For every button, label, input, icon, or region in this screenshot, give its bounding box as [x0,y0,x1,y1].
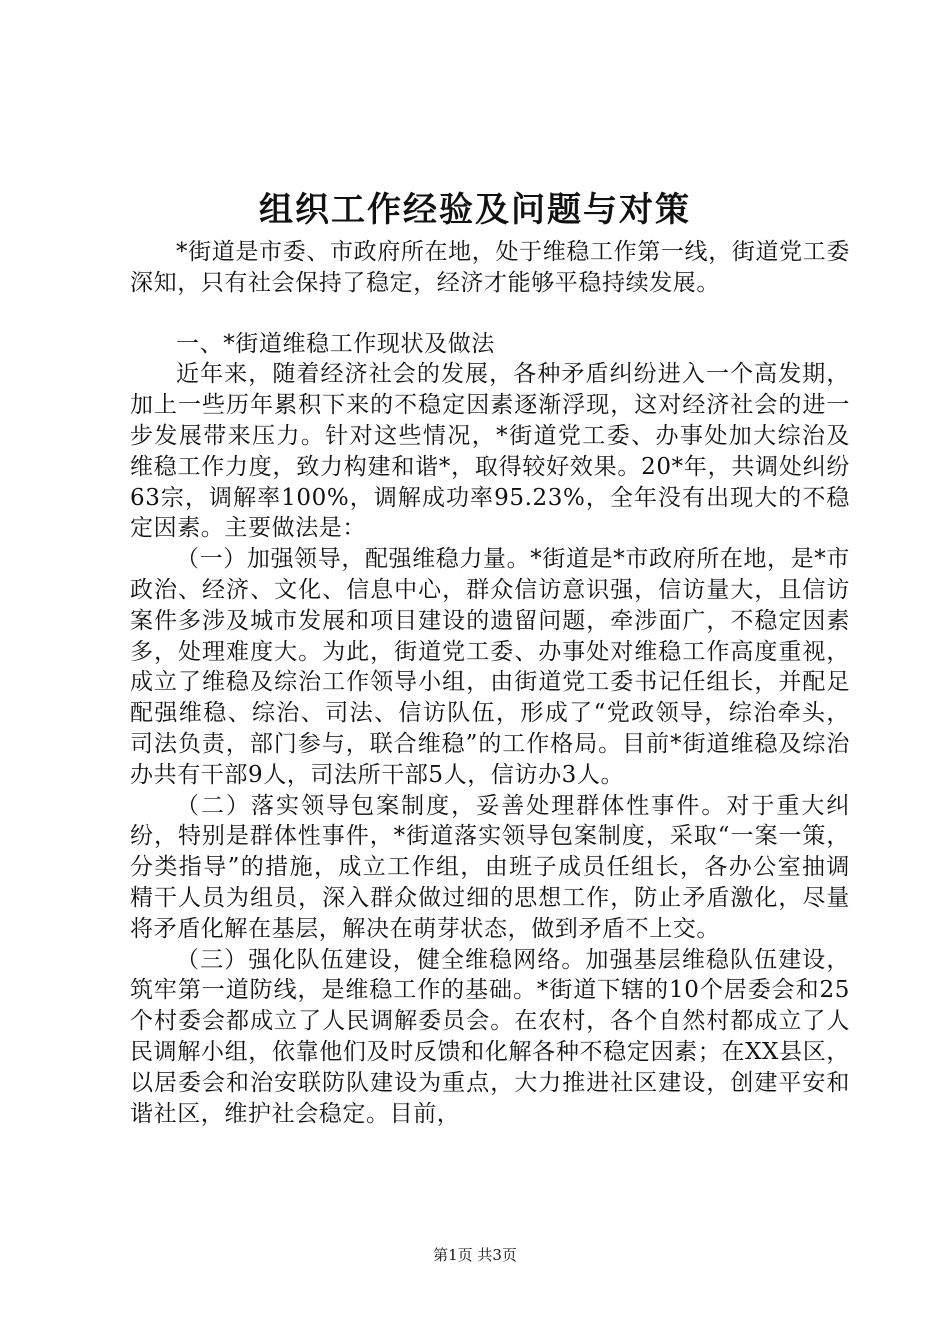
document-body [130,237,850,1129]
body-paragraph: （一）加强领导，配强维稳力量。*街道是*市政府所在地，是*市政治、经济、文化、信息中心，群众信访意识强，信访量大，且信访案件多涉及城市发展和项目建设的遗留问题，牵涉面广，不稳定因素多，处理难度大。为此，街道党工委、办事处对维稳工作高度重视，成立了维稳及综治工作领导小组，由街道党工委书记任组长，并配足配强维稳、综治、司法、信访队伍，形成了“党政领导，综治牵头，司法负责，部门参与，联合维稳”的工作格局。目前*街道维稳及综治办共有干部9人，司法所干部5人，信访办3人。 [130,546,850,788]
body-paragraph: （三）强化队伍建设，健全维稳网络。加强基层维稳队伍建设，筑牢第一道防线，是维稳工作的基础。*街道下辖的10个居委会和25个村委会都成立了人民调解委员会。在农村，各个自然村都成立了人民调解小组，依靠他们及时反馈和化解各种不稳定因素；在XX县区，以居委会和治安联防队建设为重点，大力推进社区建设，创建平安和谐社区，维护社会稳定。目前， [130,946,850,1127]
section-heading: 一、*街道维稳工作现状及做法 [176,330,495,357]
document-title: 组织工作经验及问题与对策 [259,190,691,230]
page-number-footer: 第1页 共3页 [433,1246,517,1264]
body-paragraph: （二）落实领导包案制度，妥善处理群体性事件。对于重大纠纷，特别是群体性事件，*街道落实领导包案制度，采取“一案一策，分类指导”的措施，成立工作组，由班子成员任组长，各办公室抽调精干人员为组员，深入群众做过细的思想工作，防止矛盾激化，尽量将矛盾化解在基层，解决在萌芽状态，做到矛盾不上交。 [130,792,850,942]
body-paragraph: 近年来，随着经济社会的发展，各种矛盾纠纷进入一个高发期，加上一些历年累积下来的不稳定因素逐渐浮现，这对经济社会的进一步发展带来压力。针对这些情况，*街道党工委、办事处加大综治及维稳工作力度，致力构建和谐*，取得较好效果。20*年，共调处纠纷63宗，调解率100%，调解成功率95.23%，全年没有出现大的不稳定因素。主要做法是： [130,361,850,542]
intro-paragraph: *街道是市委、市政府所在地，处于维稳工作第一线，街道党工委深知，只有社会保持了稳定，经济才能够平稳持续发展。 [130,239,850,296]
